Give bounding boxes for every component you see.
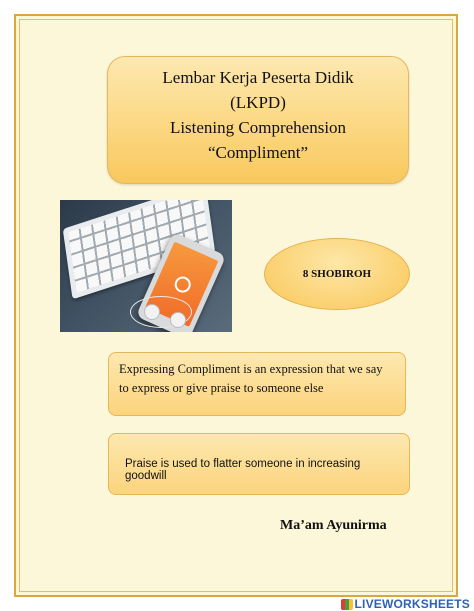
teacher-name: Ma’am Ayunirma: [280, 518, 387, 533]
title-line-2: (LKPD): [230, 93, 286, 112]
praise-box: [108, 433, 410, 495]
title-box: [107, 56, 409, 184]
title-line-4: “Compliment”: [207, 143, 309, 162]
liveworksheets-logo[interactable]: [341, 597, 470, 611]
student-name-oval: [264, 238, 410, 310]
description-box: [108, 352, 406, 416]
description-text: Expressing Compliment is an expression that we say to express or give praise to someone else: [119, 362, 383, 395]
phone-keyboard-photo: [60, 200, 232, 332]
praise-text: Praise is used to flatter someone in increasing goodwill: [125, 458, 361, 482]
earbud-icon: [170, 312, 186, 328]
student-name: 8 SHOBIROH: [302, 268, 372, 280]
liveworksheets-logo-text: LIVEWORKSHEETS: [354, 597, 470, 611]
footer-bar: [0, 597, 474, 611]
title-line-3: Listening Comprehension: [169, 118, 347, 137]
earbud-icon: [144, 304, 160, 320]
title-line-1: Lembar Kerja Peserta Didik: [162, 68, 354, 87]
liveworksheets-icon: [341, 599, 353, 610]
